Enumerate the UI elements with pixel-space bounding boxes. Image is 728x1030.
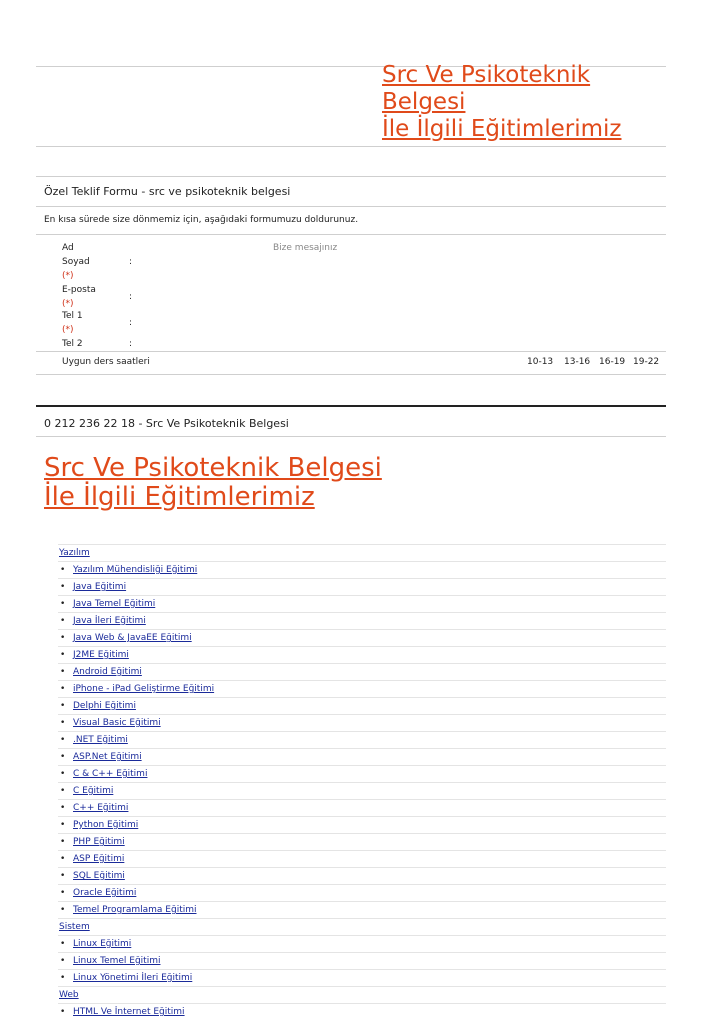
bullet-icon: • bbox=[60, 701, 66, 711]
nav-item-link[interactable]: C Eğitimi bbox=[73, 786, 114, 796]
nav-list-item bbox=[58, 850, 666, 867]
nav-list-item bbox=[58, 731, 666, 748]
ad-label: Ad bbox=[62, 243, 74, 253]
form-subtitle: En kısa sürede size dönmemiz için, aşağıdaki formumuzu doldurunuz. bbox=[44, 215, 359, 225]
nav-list-item bbox=[58, 629, 666, 646]
nav-category-link[interactable]: Yazılım bbox=[59, 548, 90, 558]
bullet-icon: • bbox=[60, 582, 66, 592]
bullet-icon: • bbox=[60, 803, 66, 813]
hours-option[interactable]: 19-22 bbox=[633, 357, 660, 367]
bullet-icon: • bbox=[60, 599, 66, 609]
nav-list-item bbox=[58, 816, 666, 833]
nav-item-link[interactable]: Python Eğitimi bbox=[73, 820, 139, 830]
hours-option[interactable]: 13-16 bbox=[564, 357, 591, 367]
nav-item-link[interactable]: Oracle Eğitimi bbox=[73, 888, 137, 898]
nav-item-link[interactable]: Linux Eğitimi bbox=[73, 939, 132, 949]
nav-item-link[interactable]: ASP.Net Eğitimi bbox=[73, 752, 142, 762]
nav-item-link[interactable]: Delphi Eğitimi bbox=[73, 701, 136, 711]
nav-item-link[interactable]: SQL Eğitimi bbox=[73, 871, 125, 881]
tel2-field[interactable]: : bbox=[129, 339, 133, 349]
nav-list-item bbox=[58, 714, 666, 731]
bullet-icon: • bbox=[60, 871, 66, 881]
nav-item-link[interactable]: .NET Eğitimi bbox=[73, 735, 128, 745]
nav-item-link[interactable]: Visual Basic Eğitimi bbox=[73, 718, 161, 728]
bullet-icon: • bbox=[60, 854, 66, 864]
bullet-icon: • bbox=[60, 752, 66, 762]
soyad-field[interactable]: : bbox=[129, 257, 133, 267]
nav-category bbox=[58, 986, 666, 1003]
header-title-line[interactable]: İle İlgili Eğitimlerimiz bbox=[382, 116, 622, 142]
nav-item-link[interactable]: PHP Eğitimi bbox=[73, 837, 125, 847]
nav-item-link[interactable]: Linux Yönetimi İleri Eğitimi bbox=[73, 973, 193, 983]
form-title: Özel Teklif Formu - src ve psikoteknik belgesi bbox=[44, 185, 291, 198]
bullet-icon: • bbox=[60, 633, 66, 643]
hours-option[interactable]: 10-13 bbox=[527, 357, 554, 367]
divider bbox=[36, 206, 666, 207]
nav-list-item bbox=[58, 663, 666, 680]
divider bbox=[36, 146, 666, 147]
header-title-line[interactable]: Belgesi bbox=[382, 89, 466, 115]
nav-category bbox=[58, 544, 666, 561]
required-marker: (*) bbox=[62, 299, 74, 309]
header-title bbox=[382, 62, 621, 143]
nav-list-item bbox=[58, 884, 666, 901]
training-nav bbox=[58, 544, 666, 1020]
bullet-icon: • bbox=[60, 786, 66, 796]
bullet-icon: • bbox=[60, 684, 66, 694]
eposta-field[interactable]: : bbox=[129, 292, 133, 302]
nav-item-link[interactable]: C++ Eğitimi bbox=[73, 803, 129, 813]
divider bbox=[36, 176, 666, 177]
nav-list-item bbox=[58, 1003, 666, 1020]
nav-item-link[interactable]: Java Eğitimi bbox=[73, 582, 127, 592]
nav-list-item bbox=[58, 935, 666, 952]
nav-item-link[interactable]: J2ME Eğitimi bbox=[73, 650, 129, 660]
bullet-icon: • bbox=[60, 616, 66, 626]
bullet-icon: • bbox=[60, 837, 66, 847]
nav-item-link[interactable]: Temel Programlama Eğitimi bbox=[73, 905, 197, 915]
bullet-icon: • bbox=[60, 1007, 66, 1017]
nav-item-link[interactable]: Java Web & JavaEE Eğitimi bbox=[73, 633, 192, 643]
nav-list-item bbox=[58, 867, 666, 884]
nav-list-item bbox=[58, 612, 666, 629]
divider bbox=[36, 351, 666, 352]
nav-list-item bbox=[58, 901, 666, 918]
contact-line: 0 212 236 22 18 - Src Ve Psikoteknik Belgesi bbox=[44, 417, 289, 430]
nav-item-link[interactable]: C & C++ Eğitimi bbox=[73, 769, 148, 779]
nav-item-link[interactable]: Android Eğitimi bbox=[73, 667, 142, 677]
header-title-line[interactable]: Src Ve Psikoteknik bbox=[382, 62, 591, 88]
nav-list-item bbox=[58, 680, 666, 697]
nav-item-link[interactable]: iPhone - iPad Geliştirme Eğitimi bbox=[73, 684, 215, 694]
soyad-label: Soyad bbox=[62, 257, 90, 267]
nav-item-link[interactable]: Yazılım Mühendisliği Eğitimi bbox=[73, 565, 198, 575]
nav-item-link[interactable]: HTML Ve İnternet Eğitimi bbox=[73, 1007, 185, 1017]
nav-item-link[interactable]: Java Temel Eğitimi bbox=[73, 599, 156, 609]
nav-item-link[interactable]: Linux Temel Eğitimi bbox=[73, 956, 161, 966]
bullet-icon: • bbox=[60, 718, 66, 728]
tel2-label: Tel 2 bbox=[62, 339, 83, 349]
divider bbox=[36, 374, 666, 375]
section-title-line[interactable]: İle İlgili Eğitimlerimiz bbox=[44, 482, 315, 512]
nav-category-link[interactable]: Web bbox=[59, 990, 79, 1000]
nav-list-item bbox=[58, 833, 666, 850]
nav-list-item bbox=[58, 765, 666, 782]
eposta-label: E-posta bbox=[62, 285, 96, 295]
nav-list-item bbox=[58, 799, 666, 816]
bullet-icon: • bbox=[60, 973, 66, 983]
nav-list-item bbox=[58, 782, 666, 799]
nav-list-item bbox=[58, 952, 666, 969]
divider bbox=[36, 405, 666, 407]
nav-item-link[interactable]: ASP Eğitimi bbox=[73, 854, 125, 864]
nav-list-item bbox=[58, 595, 666, 612]
bullet-icon: • bbox=[60, 667, 66, 677]
required-marker: (*) bbox=[62, 325, 74, 335]
bullet-icon: • bbox=[60, 888, 66, 898]
bullet-icon: • bbox=[60, 650, 66, 660]
section-title bbox=[44, 454, 382, 512]
nav-list-item bbox=[58, 748, 666, 765]
nav-list-item bbox=[58, 646, 666, 663]
bullet-icon: • bbox=[60, 820, 66, 830]
hours-label: Uygun ders saatleri bbox=[62, 357, 150, 367]
nav-item-link[interactable]: Java İleri Eğitimi bbox=[73, 616, 146, 626]
bullet-icon: • bbox=[60, 956, 66, 966]
tel1-field[interactable]: : bbox=[129, 318, 133, 328]
bullet-icon: • bbox=[60, 939, 66, 949]
tel1-label: Tel 1 bbox=[62, 311, 83, 321]
nav-list-item bbox=[58, 969, 666, 986]
bullet-icon: • bbox=[60, 905, 66, 915]
hours-option[interactable]: 16-19 bbox=[599, 357, 626, 367]
bullet-icon: • bbox=[60, 769, 66, 779]
nav-list-item bbox=[58, 697, 666, 714]
message-label: Bize mesajınız bbox=[273, 243, 338, 253]
nav-list-item bbox=[58, 578, 666, 595]
nav-category-link[interactable]: Sistem bbox=[59, 922, 90, 932]
divider bbox=[36, 234, 666, 235]
divider bbox=[36, 436, 666, 437]
bullet-icon: • bbox=[60, 565, 66, 575]
section-title-line[interactable]: Src Ve Psikoteknik Belgesi bbox=[44, 453, 382, 483]
nav-category bbox=[58, 918, 666, 935]
bullet-icon: • bbox=[60, 735, 66, 745]
nav-list-item bbox=[58, 561, 666, 578]
required-marker: (*) bbox=[62, 271, 74, 281]
